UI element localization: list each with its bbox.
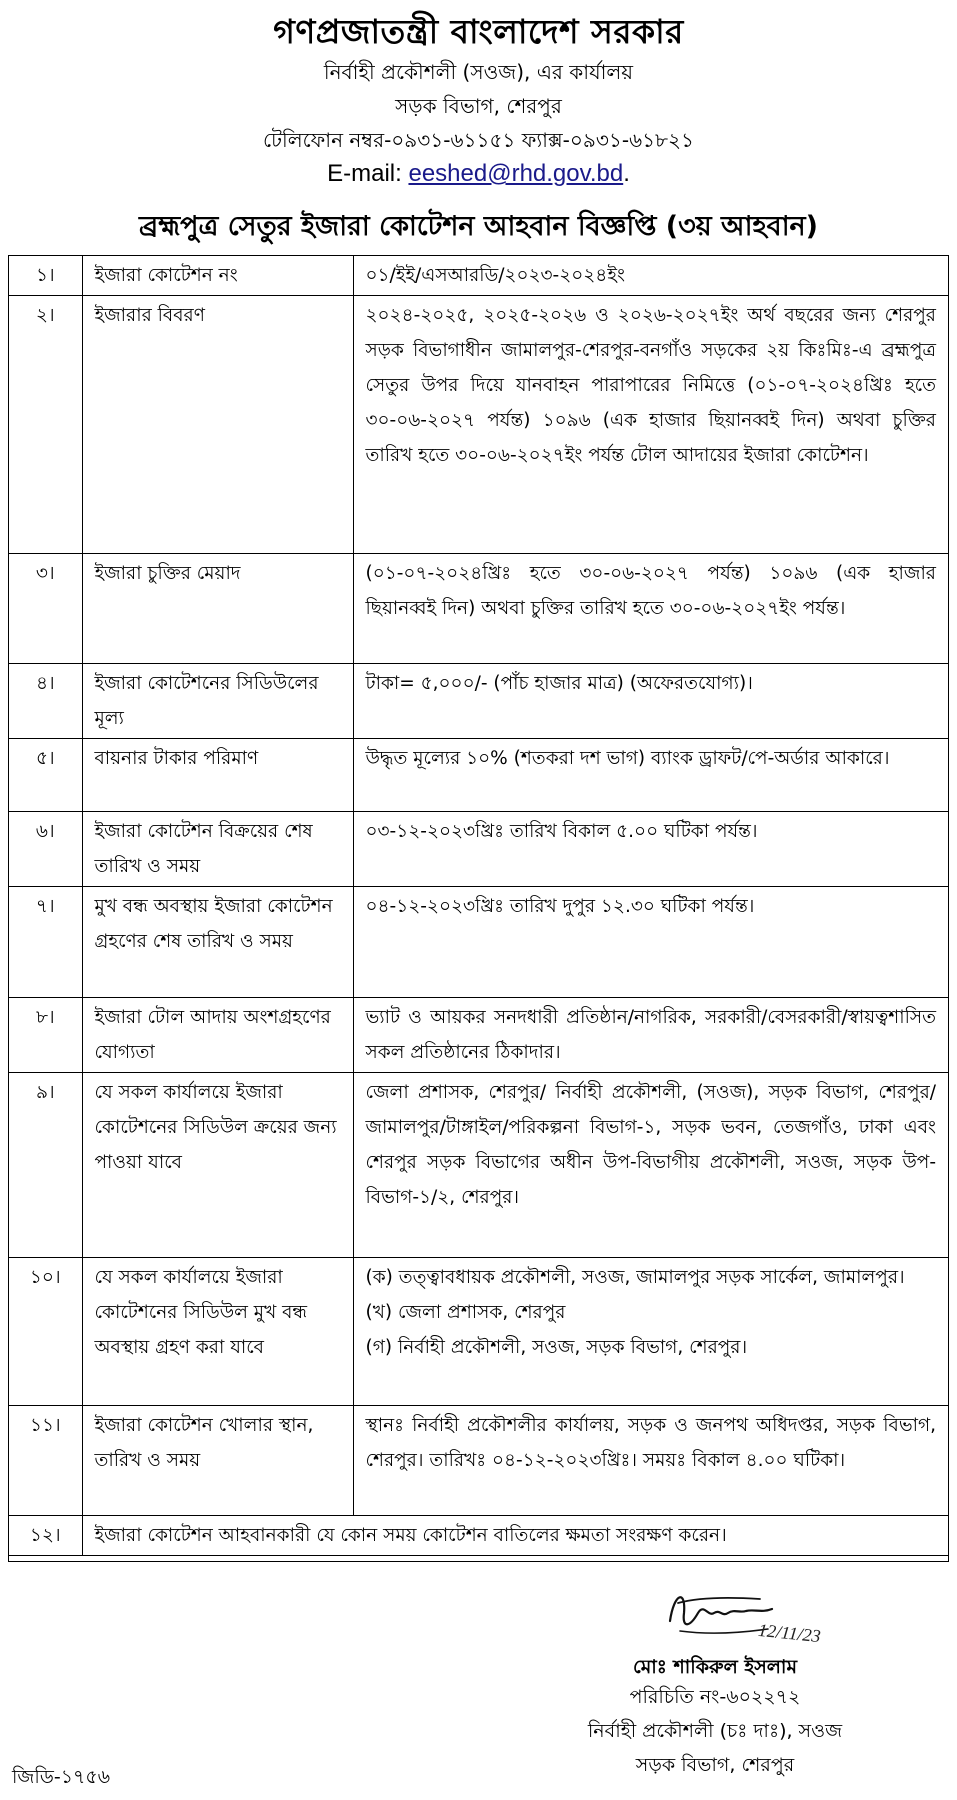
row-value: ০১/ইই/এসআরডি/২০২৩-২০২৪ইং [353,256,948,296]
office-option-ka: (ক) তত্ত্বাবধায়ক প্রকৌশলী, সওজ, জামালপুর সড়ক সার্কেল, জামালপুর। [365,1267,905,1288]
row-number: ৮। [9,998,82,1073]
gd-reference: জিডি-১৭৫৬ [12,1766,111,1788]
table-row [9,998,948,1073]
row-number: ৭। [9,887,82,998]
row-number: ৩। [9,554,82,664]
row-label: ইজারা কোটেশন বিক্রয়ের শেষ তারিখ ও সময় [82,812,353,887]
row-label: ইজারা চুক্তির মেয়াদ [82,554,353,664]
table-row [9,296,948,554]
signatory-id: পরিচিতি নং-৬০২২৭২ [629,1686,801,1708]
table-row [9,812,948,887]
contact-numbers: টেলিফোন নম্বর-০৯৩১-৬১১৫১ ফ্যাক্স-০৯৩১-৬১৮২১ [262,128,695,152]
row-value [353,1258,948,1406]
government-title: গণপ্রজাতন্ত্রী বাংলাদেশ সরকার [273,12,684,51]
row-label: ইজারা টোল আদায় অংশগ্রহণের যোগ্যতা [82,998,353,1073]
email-line [0,160,957,188]
table-row [9,554,948,664]
row-label: যে সকল কার্যালয়ে ইজারা কোটেশনের সিডিউল মুখ বন্ধ অবস্থায় গ্রহণ করা যাবে [82,1258,353,1406]
signatory-designation: নির্বাহী প্রকৌশলী (চঃ দাঃ), সওজ [587,1720,843,1742]
row-number: ৯। [9,1073,82,1258]
row-value: (০১-০৭-২০২৪খ্রিঃ হতে ৩০-০৬-২০২৭ পর্যন্ত) ১০৯৬ (এক হাজার ছিয়ানব্বই দিন) অথবা চুক্তির তারিখ হতে ৩০-০৬-২০২৭ইং পর্যন্ত। [353,554,948,664]
row-number: ৫। [9,739,82,812]
row-number: ১২। [9,1516,82,1556]
row-label: বায়নার টাকার পরিমাণ [82,739,353,812]
signatory-office: সড়ক বিভাগ, শেরপুর [635,1754,795,1776]
row-value: ভ্যাট ও আয়কর সনদধারী প্রতিষ্ঠান/নাগরিক, সরকারী/বেসরকারী/স্বায়ত্বশাসিত সকল প্রতিষ্ঠানের ঠিকাদার। [353,998,948,1073]
row-value: স্থানঃ নির্বাহী প্রকৌশলীর কার্যালয়, সড়ক ও জনপথ অধিদপ্তর, সড়ক বিভাগ, শেরপুর। তারিখঃ ০৪-১২-২০২৩খ্রিঃ। সময়ঃ বিকাল ৪.০০ ঘটিকা। [353,1406,948,1516]
signatory-name: মোঃ শাকিরুল ইসলাম [633,1656,797,1678]
row-value: ২০২৪-২০২৫, ২০২৫-২০২৬ ও ২০২৬-২০২৭ইং অর্থ বছরের জন্য শেরপুর সড়ক বিভাগাধীন জামালপুর-শেরপুর-বনগাঁও সড়কের ২য় কিঃমিঃ-এ ব্রহ্মপুত্র সেতুর উপর দিয়ে যানবাহন পারাপারের নিমিত্তে (০১-০৭-২০২৪খ্রিঃ হতে ৩০-০৬-২০২৭ পর্যন্ত) ১০৯৬ (এক হাজার ছিয়ানব্বই দিন) অথবা চুক্তির তারিখ হতে ৩০-০৬-২০২৭ইং পর্যন্ত টোল আদায়ের ইজারা কোটেশন। [353,296,948,554]
row-label: ইজারা কোটেশনের সিডিউলের মূল্য [82,664,353,739]
row-value: উদ্ধৃত মূল্যের ১০% (শতকরা দশ ভাগ) ব্যাংক ড্রাফট/পে-অর্ডার আকারে। [353,739,948,812]
row-number: ৬। [9,812,82,887]
row-label: ইজারা কোটেশন খোলার স্থান, তারিখ ও সময় [82,1406,353,1516]
row-value: টাকা= ৫,০০০/- (পাঁচ হাজার মাত্র) (অফেরতযোগ্য)। [353,664,948,739]
office-option-kha: (খ) জেলা প্রশাসক, শেরপুর [365,1302,566,1323]
row-full-text: ইজারা কোটেশন আহবানকারী যে কোন সময় কোটেশন বাতিলের ক্ষমতা সংরক্ষণ করেন। [82,1516,948,1556]
table-row [9,256,948,296]
table-row [9,1516,948,1556]
row-number: ২। [9,296,82,554]
row-number: ১। [9,256,82,296]
office-name: নির্বাহী প্রকৌশলী (সওজ), এর কার্যালয় [323,60,634,84]
row-label: ইজারার বিবরণ [82,296,353,554]
quotation-table-wrap [8,255,949,1562]
row-label: ইজারা কোটেশন নং [82,256,353,296]
row-number: ১১। [9,1406,82,1516]
table-row [9,1258,948,1406]
email-label: E-mail: [327,160,402,187]
notice-title: ব্রহ্মপুত্র সেতুর ইজারা কোটেশন আহবান বিজ্ঞপ্তি (৩য় আহবান) [138,211,818,242]
table-row [9,887,948,998]
office-option-ga: (গ) নির্বাহী প্রকৌশলী, সওজ, সড়ক বিভাগ, শেরপুর। [365,1337,748,1358]
signature-date: 12/11/23 [757,1619,822,1647]
division-name: সড়ক বিভাগ, শেরপুর [395,94,562,118]
row-value: জেলা প্রশাসক, শেরপুর/ নির্বাহী প্রকৌশলী, (সওজ), সড়ক বিভাগ, শেরপুর/জামালপুর/টাঙ্গাইল/পরিকল্পনা বিভাগ-১, সড়ক ভবন, তেজগাঁও, ঢাকা এবং শেরপুর সড়ক বিভাগের অধীন উপ-বিভাগীয় প্রকৌশলী, সওজ, সড়ক উপ-বিভাগ-১/২, শেরপুর। [353,1073,948,1258]
table-row [9,1406,948,1516]
row-value: ০৪-১২-২০২৩খ্রিঃ তারিখ দুপুর ১২.৩০ ঘটিকা পর্যন্ত। [353,887,948,998]
row-value: ০৩-১২-২০২৩খ্রিঃ তারিখ বিকাল ৫.০০ ঘটিকা পর্যন্ত। [353,812,948,887]
table-row [9,1073,948,1258]
row-label: যে সকল কার্যালয়ে ইজারা কোটেশনের সিডিউল ক্রয়ের জন্য পাওয়া যাবে [82,1073,353,1258]
table-row [9,664,948,739]
table-row [9,739,948,812]
row-number: ১০। [9,1258,82,1406]
row-number: ৪। [9,664,82,739]
quotation-table [9,256,948,1766]
email-link[interactable]: eeshed@rhd.gov.bd [408,160,624,187]
row-label: মুখ বন্ধ অবস্থায় ইজারা কোটেশন গ্রহণের শেষ তারিখ ও সময় [82,887,353,998]
email-suffix: . [623,160,630,187]
